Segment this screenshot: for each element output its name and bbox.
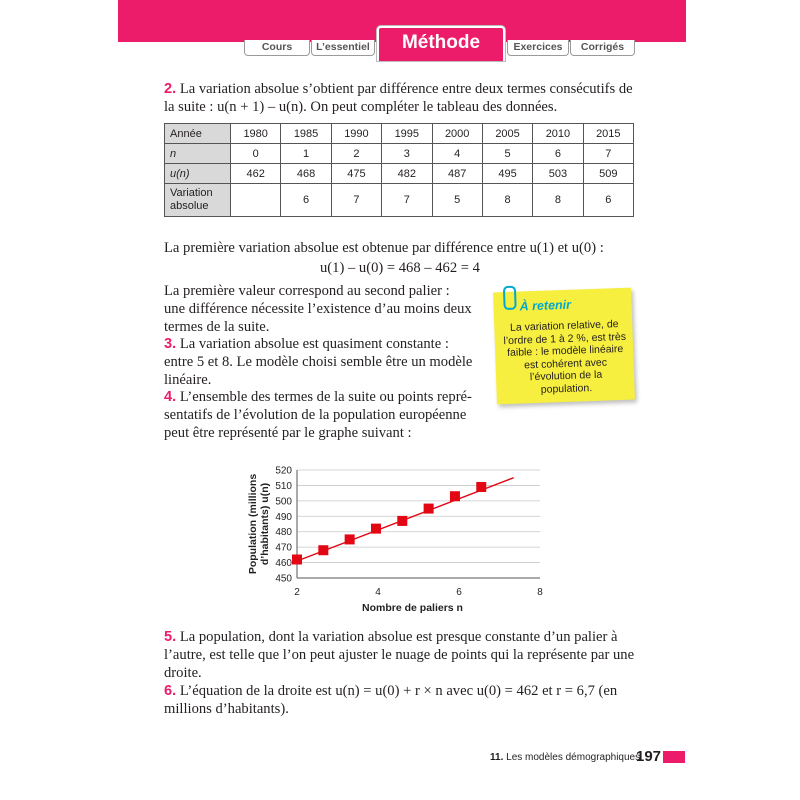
y-tick-label: 470 bbox=[275, 542, 292, 554]
population-chart bbox=[240, 455, 570, 630]
first-variation-text: La première variation absolue est obtenue par différence entre u(1) et u(0) : bbox=[164, 240, 604, 256]
paperclip-icon bbox=[503, 286, 517, 310]
palier-paragraph bbox=[164, 282, 484, 336]
table-cell: 475 bbox=[331, 164, 381, 184]
footer-chapter bbox=[490, 752, 640, 763]
table-cell: 4 bbox=[432, 144, 482, 164]
x-tick-label: 2 bbox=[294, 587, 300, 598]
table-cell: 1995 bbox=[382, 124, 432, 144]
tab-cours[interactable]: Cours bbox=[244, 40, 310, 56]
table-cell: 487 bbox=[432, 164, 482, 184]
text-line: La variation absolue s’obtient par différence entre deux termes consécutifs de bbox=[179, 81, 633, 97]
data-point bbox=[450, 491, 460, 501]
table-cell: 2000 bbox=[432, 124, 482, 144]
data-point bbox=[476, 482, 486, 492]
table-cell: 5 bbox=[432, 184, 482, 217]
y-tick-label: 490 bbox=[275, 511, 292, 523]
chapter-number: 11. bbox=[490, 752, 504, 763]
y-axis-label: Population (millionsd’habitants) u(n) bbox=[247, 473, 271, 575]
text-line: droite. bbox=[164, 665, 202, 681]
text-line: L’équation de la droite est u(n) = u(0) + r × n avec u(0) = 462 et r = 6,7 (en bbox=[179, 683, 618, 699]
table-cell: 8 bbox=[533, 184, 583, 217]
table-cell: 5 bbox=[482, 144, 532, 164]
text-line: sentatifs de l’évolution de la population européenne bbox=[164, 407, 467, 423]
row-header: u(n) bbox=[165, 164, 231, 184]
y-tick-label: 520 bbox=[275, 465, 292, 477]
text-line: La première valeur correspond au second palier : bbox=[164, 283, 450, 299]
tab-exercices[interactable]: Exercices bbox=[507, 40, 569, 56]
item-number: 3. bbox=[164, 336, 177, 352]
table-cell: 8 bbox=[482, 184, 532, 217]
table-row bbox=[165, 144, 634, 164]
table-cell: 3 bbox=[382, 144, 432, 164]
tab-corriges[interactable]: Corrigés bbox=[570, 40, 635, 56]
note-body: La variation relative, de l’ordre de 1 à 2 %, est très faible : le modèle linéaire est cohérent avec l’évolution de la population. bbox=[503, 318, 627, 396]
y-tick-label: 480 bbox=[275, 527, 292, 539]
table-cell: 1 bbox=[281, 144, 331, 164]
text-line: l’autre, est telle que l’on peut ajuster le nuage de points qui la représente par une bbox=[164, 647, 635, 663]
data-point bbox=[371, 524, 381, 534]
paragraph-4 bbox=[164, 388, 484, 442]
tab-essentiel[interactable]: L’essentiel bbox=[311, 40, 375, 56]
table-cell: 509 bbox=[583, 164, 633, 184]
tab-methode[interactable]: Méthode bbox=[377, 26, 505, 61]
paragraph-5 bbox=[164, 628, 639, 682]
table-row bbox=[165, 124, 634, 144]
table-cell: 7 bbox=[331, 184, 381, 217]
a-retenir-note bbox=[493, 288, 635, 405]
row-header: Variation absolue bbox=[165, 184, 231, 217]
page-number: 197 bbox=[636, 748, 662, 765]
paragraph-6 bbox=[164, 682, 639, 718]
text-line: L’ensemble des termes de la suite ou points repré- bbox=[179, 389, 472, 405]
text-line: une différence nécessite l’existence d’au moins deux bbox=[164, 301, 472, 317]
item-number: 6. bbox=[164, 683, 177, 699]
table-cell: 1990 bbox=[331, 124, 381, 144]
chapter-title: Les modèles démographiques bbox=[506, 752, 641, 763]
item-number: 5. bbox=[164, 629, 177, 645]
table-row bbox=[165, 184, 634, 217]
table-cell: 6 bbox=[281, 184, 331, 217]
data-point bbox=[292, 554, 302, 564]
text-line: linéaire. bbox=[164, 372, 212, 388]
note-title: À retenir bbox=[519, 297, 572, 314]
data-point bbox=[318, 545, 328, 555]
table-cell: 7 bbox=[583, 144, 633, 164]
data-point bbox=[345, 534, 355, 544]
table-cell: 2015 bbox=[583, 124, 633, 144]
text-line: la suite : u(n + 1) – u(n). On peut compléter le tableau des données. bbox=[164, 99, 558, 115]
x-tick-label: 8 bbox=[537, 587, 543, 598]
table-row bbox=[165, 164, 634, 184]
footer-accent-bar bbox=[663, 751, 685, 763]
table-cell: 495 bbox=[482, 164, 532, 184]
table-cell: 1980 bbox=[231, 124, 281, 144]
text-line: millions d’habitants). bbox=[164, 701, 289, 717]
paragraph-3 bbox=[164, 335, 484, 389]
y-tick-label: 460 bbox=[275, 558, 292, 570]
text-line: peut être représenté par le graphe suivant : bbox=[164, 425, 412, 441]
row-header: Année bbox=[165, 124, 231, 144]
item-number: 2. bbox=[164, 81, 177, 97]
table-cell: 0 bbox=[231, 144, 281, 164]
table-cell: 468 bbox=[281, 164, 331, 184]
y-tick-label: 510 bbox=[275, 480, 292, 492]
y-tick-label: 500 bbox=[275, 496, 292, 508]
equation: u(1) – u(0) = 468 – 462 = 4 bbox=[320, 260, 480, 276]
text-line: La variation absolue est quasiment constante : bbox=[179, 336, 449, 352]
x-tick-label: 6 bbox=[456, 587, 462, 598]
table-cell bbox=[231, 184, 281, 217]
data-table bbox=[164, 123, 634, 217]
table-cell: 2010 bbox=[533, 124, 583, 144]
item-number: 4. bbox=[164, 389, 177, 405]
table-cell: 2 bbox=[331, 144, 381, 164]
table-cell: 2005 bbox=[482, 124, 532, 144]
text-line: termes de la suite. bbox=[164, 319, 270, 335]
table-cell: 462 bbox=[231, 164, 281, 184]
x-axis-label: Nombre de paliers n bbox=[362, 602, 463, 614]
y-tick-label: 450 bbox=[275, 573, 292, 585]
table-cell: 7 bbox=[382, 184, 432, 217]
paragraph-2 bbox=[164, 80, 639, 116]
table-cell: 503 bbox=[533, 164, 583, 184]
text-line: entre 5 et 8. Le modèle choisi semble être un modèle bbox=[164, 354, 473, 370]
text-line: La population, dont la variation absolue est presque constante d’un palier à bbox=[179, 629, 618, 645]
data-point bbox=[424, 504, 434, 514]
table-cell: 6 bbox=[583, 184, 633, 217]
x-tick-label: 4 bbox=[375, 587, 381, 598]
table-cell: 6 bbox=[533, 144, 583, 164]
table-cell: 482 bbox=[382, 164, 432, 184]
table-cell: 1985 bbox=[281, 124, 331, 144]
row-header: n bbox=[165, 144, 231, 164]
data-point bbox=[397, 516, 407, 526]
